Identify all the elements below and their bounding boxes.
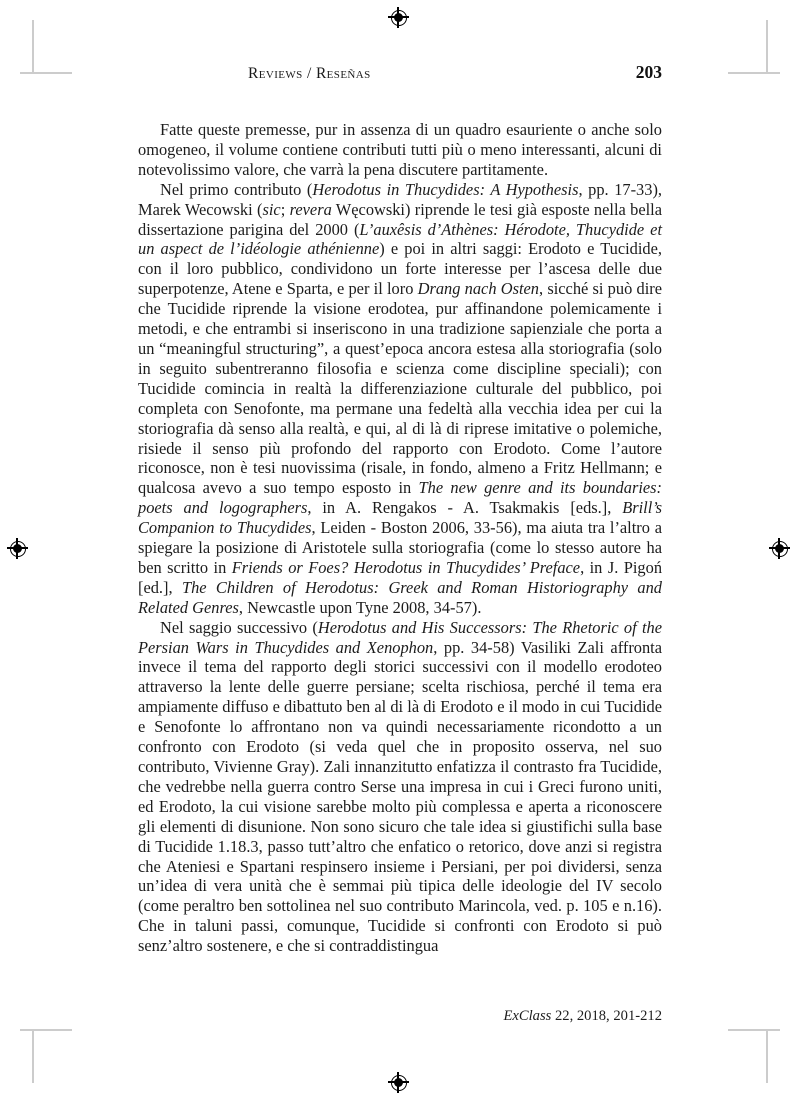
- registration-target-icon-left: [8, 539, 30, 561]
- journal-reference: 22, 2018, 201-212: [551, 1008, 662, 1024]
- registration-dot: [775, 544, 784, 553]
- colophon: [138, 1008, 662, 1025]
- body-text: [138, 120, 662, 956]
- crop-mark-vertical-rule: [32, 20, 34, 72]
- registration-target-icon-right: [770, 539, 792, 561]
- registration-target-icon-bottom: [389, 1073, 411, 1095]
- paragraph: Fatte queste premesse, pur in assenza di un quadro esauriente o anche solo omogeneo, il volume contiene contributi tutti più o meno interessanti, alcuni di notevolissimo valore, che varrà la pena discutere partitamente.: [138, 120, 662, 179]
- crop-mark-vertical-rule: [766, 20, 768, 72]
- crop-mark-horizontal-rule: [728, 72, 780, 74]
- crop-mark-horizontal-rule: [728, 1029, 780, 1031]
- registration-dot: [394, 1078, 403, 1087]
- crop-mark-vertical-rule: [766, 1031, 768, 1083]
- crop-mark-top-left: [20, 20, 80, 80]
- journal-name: ExClass: [503, 1008, 552, 1024]
- crop-mark-horizontal-rule: [20, 1029, 72, 1031]
- registration-dot: [394, 13, 403, 22]
- page-number: 203: [635, 62, 662, 82]
- crop-mark-horizontal-rule: [20, 72, 72, 74]
- page-text-block: [138, 62, 662, 956]
- crop-mark-bottom-right: [720, 1023, 780, 1083]
- crop-mark-bottom-left: [20, 1023, 80, 1083]
- paragraph: Nel primo contributo (Herodotus in Thucydides: A Hypothesis, pp. 17-33), Marek Wecowski (sic; revera Węcowski) riprende le tesi già esposte nella bella dissertazione parigina del 2000 (L’auxêsis d’Athènes: Hérodote, Thucydide et un aspect de l’idéologie athénienne) e poi in altri saggi: Erodoto e Tucidide, con il loro pubblico, condividono un forte interesse per l’ascesa delle due superpotenze, Atene e Sparta, e per il loro Drang nach Osten, sicché si può dire che Tucidide riprende la visione erodotea, pur affinandone polemicamente i metodi, e che entrambi si inseriscono in una tradizione sapienziale che porta a un “meaningful structuring”, a quest’epoca ancora estesa alla storiografia (solo in seguito subentreranno filosofia e scienza come discipline speciali); con Tucidide comincia in realtà la differenziazione culturale del pubblico, poi completa con Senofonte, ma permane una fedeltà alla vecchia idea per cui la storiografia dà senso alla realtà, e qui, al di là di riprese imitative o polemiche, risiede il senso più profondo del rapporto con Erodoto. Come l’autore riconosce, non è tesi nuovissima (risale, in fondo, almeno a Fritz Hellmann; e qualcosa avevo a suo tempo esposto in The new genre and its boundaries: poets and logographers, in A. Rengakos - A. Tsakmakis [eds.], Brill’s Companion to Thucydides, Leiden - Boston 2006, 33-56), ma aiuta tra l’altro a spiegare la posizione di Aristotele sulla storiografia (come lo stesso autore ha ben scritto in Friends or Foes? Herodotus in Thucydides’ Preface, in J. Pigoń [ed.], The Children of Herodotus: Greek and Roman Historiography and Related Genres, Newcastle upon Tyne 2008, 34-57).: [138, 179, 663, 617]
- running-head: [138, 62, 662, 84]
- registration-dot: [13, 544, 22, 553]
- paragraph: Nel saggio successivo (Herodotus and His Successors: The Rhetoric of the Persian Wars in Thucydides and Xenophon, pp. 34-58) Vasiliki Zali affronta invece il tema del rapporto degli storici successivi con il modello erodoteo attraverso la lente delle guerre persiane; scelta rischiosa, perché il tema era ampiamente diffuso e dibattuto ben al di là di Erodoto e il modo in cui Tucidide e Senofonte lo affrontano non va quindi necessariamente ricondotto a un confronto con Erodoto (si veda quel che in proposito osserva, nel suo contributo, Vivienne Gray). Zali innanzitutto enfatizza il contrasto fra Tucidide, che vedrebbe nella guerra contro Serse una impresa in cui i Greci furono uniti, ed Erodoto, la cui visione sarebbe molto più complessa e aperta a riconoscere gli elementi di disunione. Non sono sicuro che tale idea si giustifichi sulla base di Tucidide 1.18.3, passo tutt’altro che enfatico o retorico, dove anzi si registra che Ateniesi e Spartani respinsero insieme i Persiani, per poi dividersi, senza un’idea di vera unità che è semmai più tipica delle ideologie del IV secolo (come peraltro ben sottolinea nel suo contributo Marincola, ved. p. 105 e n.16). Che in taluni passi, comunque, Tucidide si confronti con Erodoto si può senz’altro sostenere, e che si contraddistingua: [138, 617, 662, 956]
- crop-mark-top-right: [720, 20, 780, 80]
- registration-target-icon-top: [389, 8, 411, 30]
- crop-mark-vertical-rule: [32, 1031, 34, 1083]
- running-head-title: Reviews / Reseñas: [248, 65, 371, 82]
